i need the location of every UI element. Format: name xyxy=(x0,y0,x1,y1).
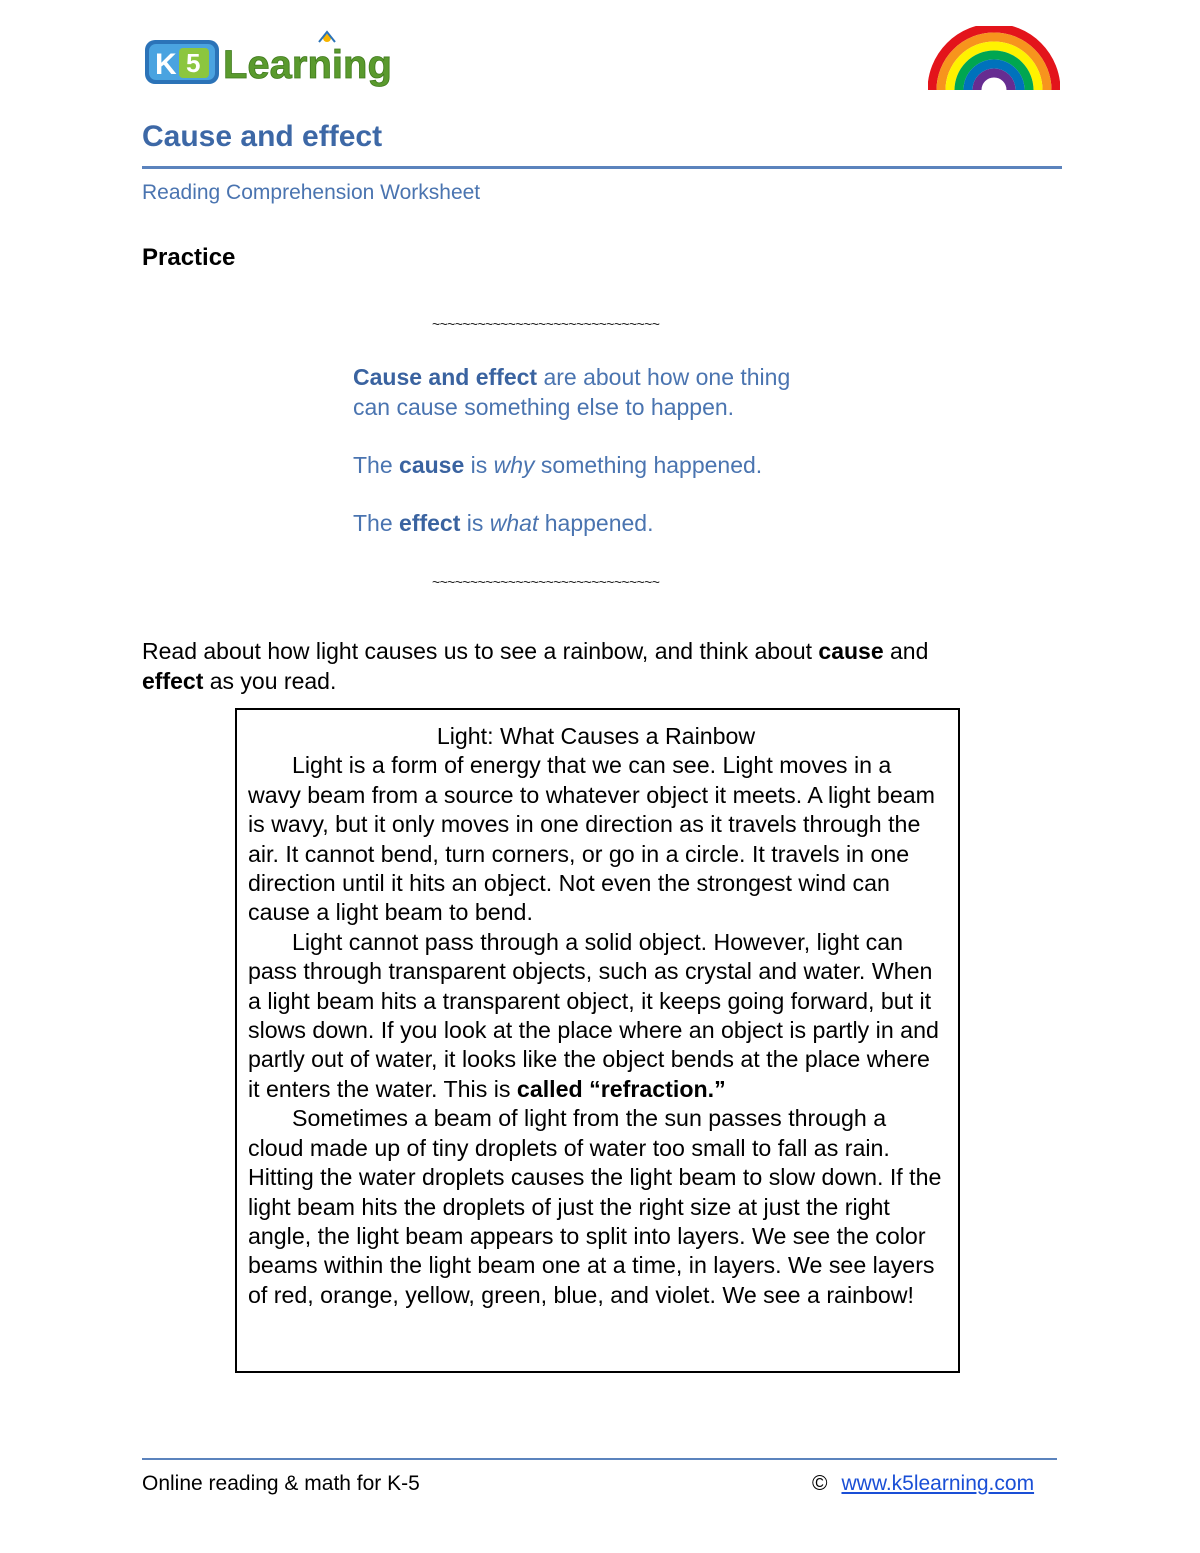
passage-paragraph-3: Sometimes a beam of light from the sun passes through a cloud made up of tiny droplets of water too small to fall as rain. Hitting the water droplets causes the light beam to slow down. If the light beam hits the droplets of just the right size at just the right angle, the light beam appears to split into layers. We see the color beams within the light beam one at a time, in layers. We see layers of red, orange, yellow, green, blue, and violet. We see a rainbow! xyxy=(248,1105,942,1308)
footer-credit xyxy=(812,1472,1034,1496)
reading-passage xyxy=(235,708,960,1373)
definition-cause-rest: something happened. xyxy=(534,452,763,478)
definition-cause-prefix: The xyxy=(353,452,400,478)
definition-effect-prefix: The xyxy=(353,510,400,536)
tilde-divider-bottom: ~~~~~~~~~~~~~~~~~~~~~~~~~~~~~~ xyxy=(432,574,660,590)
definition-text-line2: can cause something else to happen. xyxy=(353,394,735,420)
definition-term: Cause and effect xyxy=(353,364,538,390)
instructions-text-end: as you read. xyxy=(203,668,337,694)
k5-learning-logo xyxy=(143,28,398,90)
page-subtitle: Reading Comprehension Worksheet xyxy=(142,181,481,204)
svg-text:K: K xyxy=(155,48,177,81)
footer-divider xyxy=(142,1458,1057,1460)
instructions-text: Read about how light causes us to see a rainbow, and think about xyxy=(142,638,819,664)
instructions-text-and: and xyxy=(883,638,929,664)
svg-text:5: 5 xyxy=(186,48,201,78)
definition-cause xyxy=(353,450,762,480)
passage-title: Light: What Causes a Rainbow xyxy=(436,723,756,749)
definition-effect xyxy=(353,508,654,538)
copyright-symbol: © xyxy=(812,1472,828,1495)
passage-paragraph-1: Light is a form of energy that we can see. Light moves in a wavy beam from a source to whatever object it meets. A light beam is wavy, but it only moves in one direction as it travels through the air. It cannot bend, turn corners, or go in a circle. It travels in one direction until it hits an object. Not even the strongest wind can cause a light beam to bend. xyxy=(248,752,935,926)
footer-tagline: Online reading & math for K-5 xyxy=(142,1472,420,1495)
definition-cause-term: cause xyxy=(399,452,465,478)
instructions xyxy=(142,636,1042,696)
section-heading: Practice xyxy=(142,244,236,271)
definition-cause-italic: why xyxy=(493,452,535,478)
svg-text:Learning: Learning xyxy=(223,43,392,87)
definition-effect-term: effect xyxy=(399,510,461,536)
passage-paragraph-2-text: Light cannot pass through a solid object. However, light can pass through transparent objects, such as crystal and water. When a light beam hits a transparent object, it keeps going forward, but it slows down. If you look at the place where an object is partly in and partly out of water, it looks like the object bends at the place where it enters the water. This is xyxy=(248,928,939,1102)
definition-intro xyxy=(353,362,790,422)
definition-effect-mid: is xyxy=(460,510,490,536)
rainbow-icon xyxy=(928,26,1060,92)
passage-paragraph-2-bold: called “refraction.” xyxy=(516,1075,726,1102)
passage-paragraph-2 xyxy=(248,928,944,1104)
title-divider xyxy=(142,166,1062,169)
definition-cause-mid: is xyxy=(464,452,494,478)
page-title: Cause and effect xyxy=(142,120,383,153)
definition-effect-rest: happened. xyxy=(538,510,654,536)
instructions-bold-cause: cause xyxy=(818,638,884,664)
definition-effect-italic: what xyxy=(489,510,539,536)
website-link[interactable]: www.k5learning.com xyxy=(841,1472,1035,1495)
instructions-bold-effect: effect xyxy=(142,668,204,694)
definition-text: are about how one thing xyxy=(537,364,791,390)
tilde-divider-top: ~~~~~~~~~~~~~~~~~~~~~~~~~~~~~~ xyxy=(432,316,660,332)
